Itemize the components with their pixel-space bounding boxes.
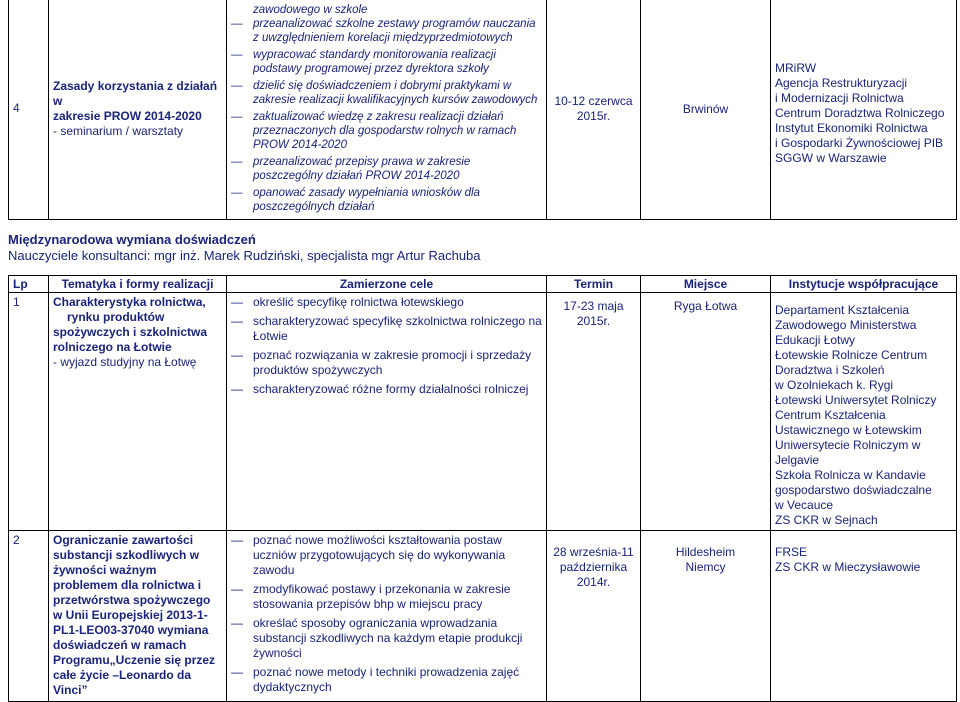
goals-list — [231, 17, 542, 214]
goal-continuation: zawodowego w szkole — [253, 4, 368, 16]
topic-line: żywności ważnym — [53, 563, 157, 577]
topic-line: doświadczeń w ramach — [53, 638, 187, 652]
topic-line: Programu„Uczenie się przez — [53, 653, 216, 667]
partner-line: w Ozolniekach k. Rygi — [775, 378, 894, 392]
partner-line: i Modernizacji Rolnictwa — [775, 90, 904, 105]
date-line: 2015r. — [576, 314, 611, 328]
place-text: Brwinów — [682, 101, 729, 116]
topic-line: substancji szkodliwych w — [53, 548, 200, 562]
topic-form: - seminarium / warsztaty — [53, 124, 184, 138]
partner-line: ZS CKR w Mieczysławowie — [775, 560, 921, 574]
date-line: 17-23 maja — [563, 299, 624, 313]
topic-line: Vinci” — [53, 683, 88, 697]
row-date — [547, 0, 641, 220]
goal-item: — scharakteryzować różne formy działalności rolniczej — [231, 382, 542, 397]
goals-list — [231, 533, 542, 695]
goal-item: — zaktualizować wiedzę z zakresu realizacji działań przeznaczonych dla gospodarstw rolnych w ramach PROW 2014-2020 — [231, 110, 542, 152]
date-text: 10-12 czerwca 2015r. — [554, 94, 633, 123]
topic-line: PL1-LEO03-37040 wymiana — [53, 623, 209, 637]
topic-line: spożywczych i szkolnictwa — [53, 325, 208, 339]
partner-line: Uniwersytecie Rolniczym w — [775, 438, 921, 452]
row-lp-text: 1 — [13, 295, 20, 309]
row-place — [641, 0, 771, 220]
row-partners — [771, 293, 957, 531]
goal-item: — poznać rozwiązania w zakresie promocji i sprzedaży produktów spożywczych — [231, 348, 542, 378]
topic-line: Charakterystyka rolnictwa, — [53, 295, 206, 309]
row-topic — [49, 531, 227, 702]
row-topic — [49, 0, 227, 220]
goal-item: — poznać nowe możliwości kształtowania postaw uczniów przygotowujących się do wykonywania zawodu — [231, 533, 542, 578]
topic-line: problemem dla rolnictwa i — [53, 578, 202, 592]
program-table — [8, 275, 957, 702]
row-lp — [9, 0, 49, 220]
place-text: Ryga Łotwa — [673, 299, 738, 313]
goal-item: — przeanalizować szkolne zestawy programów nauczania z uwzględnieniem korelacji międzyprzedmiotowych — [231, 17, 542, 45]
topic-line: Zasady korzystania z działań w — [53, 79, 218, 108]
header-lp: Lp — [9, 276, 49, 293]
partner-line: Łotewskie Rolnicze Centrum — [775, 348, 928, 362]
partner-line: Departament Kształcenia — [775, 303, 910, 317]
goal-item: — określić specyfikę rolnictwa łotewskiego — [231, 295, 542, 310]
row-goals — [227, 0, 547, 220]
row-lp — [9, 531, 49, 702]
row-partners — [771, 0, 957, 220]
goal-item: — opanować zasady wypełniania wniosków dla poszczególnych działań — [231, 186, 542, 214]
goals-list — [231, 295, 542, 397]
row-goals — [227, 531, 547, 702]
partner-line: FRSE — [775, 545, 808, 559]
row-topic — [49, 293, 227, 531]
place-line: Niemcy — [685, 560, 726, 574]
partner-line: Agencja Restrukturyzacji — [775, 75, 908, 90]
row-lp — [9, 293, 49, 531]
goal-item: — przeanalizować przepisy prawa w zakresie poszczególny działań PROW 2014-2020 — [231, 155, 542, 183]
row-partners — [771, 531, 957, 702]
row-date — [547, 531, 641, 702]
row-lp-text: 2 — [13, 533, 20, 547]
topic-line: całe życie –Leonardo da — [53, 668, 192, 682]
goal-item: — wypracować standardy monitorowania realizacji podstawy programowej przez dyrektora szkoły — [231, 48, 542, 76]
partner-line: SGGW w Warszawie — [775, 150, 887, 165]
partner-line: Szkoła Rolnicza w Kandavie — [775, 468, 926, 482]
date-line: października — [559, 560, 628, 574]
row-place — [641, 531, 771, 702]
partner-line: MRiRW — [775, 60, 817, 75]
table-row — [9, 531, 957, 702]
topic-line: zakresie PROW 2014-2020 — [53, 109, 202, 123]
date-line: 28 września-11 — [553, 545, 634, 559]
row-goals — [227, 293, 547, 531]
topic-form: - wyjazd studyjny na Łotwę — [53, 355, 197, 369]
header-place: Miejsce — [641, 276, 771, 293]
date-line: 2014r. — [576, 575, 611, 589]
row-date — [547, 293, 641, 531]
row-lp-text: 4 — [13, 100, 20, 115]
table-header-row — [9, 276, 957, 293]
partner-line: Jelgavie — [775, 453, 820, 467]
place-line: Hildesheim — [675, 545, 736, 559]
header-topic: Tematyka i formy realizacji — [49, 276, 227, 293]
goal-item: — określać sposoby ograniczania wprowadzania substancji szkodliwych na każdym etapie produkcji żywności — [231, 616, 542, 661]
section-subtitle: Nauczyciele konsultanci: mgr inż. Marek Rudziński, specjalista mgr Artur Rachuba — [8, 248, 481, 263]
partner-line: Edukacji Łotwy — [775, 333, 856, 347]
section-title: Międzynarodowa wymiana doświadczeń — [8, 232, 256, 247]
partner-line: Łotewski Uniwersytet Rolniczy — [775, 393, 937, 407]
header-goals: Zamierzone cele — [227, 276, 547, 293]
goal-item: — dzielić się doświadczeniem i dobrymi praktykami w zakresie realizacji kwalifikacyjnych kursów zawodowych — [231, 79, 542, 107]
header-partners: Instytucje współpracujące — [771, 276, 957, 293]
topic-line: Ograniczanie zawartości — [53, 533, 194, 547]
partner-line: Centrum Kształcenia — [775, 408, 886, 422]
partner-line: Instytut Ekonomiki Rolnictwa — [775, 120, 928, 135]
goal-item: — zmodyfikować postawy i przekonania w zakresie stosowania przepisów bhp w miejscu pracy — [231, 582, 542, 612]
table-row — [9, 293, 957, 531]
program-table-top — [8, 0, 957, 220]
partner-line: Zawodowego Ministerstwa — [775, 318, 917, 332]
table-row — [9, 0, 957, 220]
partner-line: gospodarstwo doświadczalne — [775, 483, 932, 497]
goal-item: — poznać nowe metody i techniki prowadzenia zajęć dydaktycznych — [231, 665, 542, 695]
partner-line: Centrum Doradztwa Rolniczego — [775, 105, 945, 120]
partner-line: ZS CKR w Sejnach — [775, 513, 878, 527]
partner-line: Ustawicznego w Łotewskim — [775, 423, 922, 437]
header-date: Termin — [547, 276, 641, 293]
topic-line: rolniczego na Łotwie — [53, 340, 172, 354]
topic-line: przetwórstwa spożywczego — [53, 593, 211, 607]
topic-line: w Unii Europejskiej 2013-1- — [53, 608, 208, 622]
partner-line: Doradztwa i Szkoleń — [775, 363, 885, 377]
section-heading — [8, 232, 948, 264]
partner-line: i Gospodarki Żywnościowej PIB — [775, 135, 944, 150]
goal-item: — scharakteryzować specyfikę szkolnictwa rolniczego na Łotwie — [231, 314, 542, 344]
topic-line: rynku produktów — [67, 310, 165, 324]
row-place — [641, 293, 771, 531]
partner-line: w Vecauce — [775, 498, 834, 512]
